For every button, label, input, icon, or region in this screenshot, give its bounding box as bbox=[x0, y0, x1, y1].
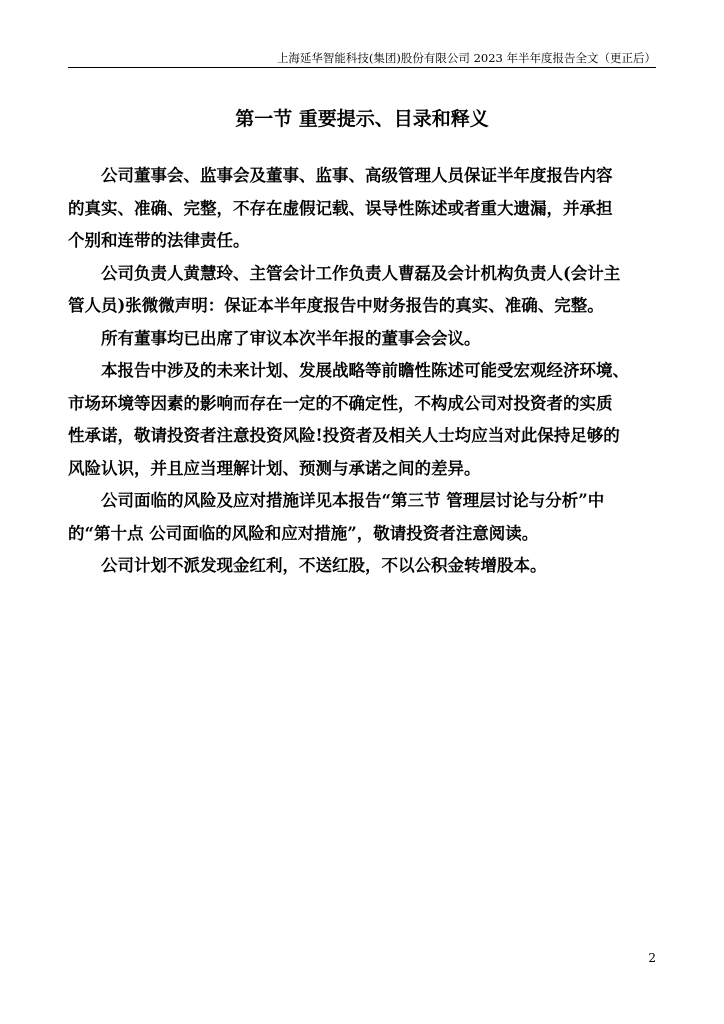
paragraph-line: 所有董事均已出席了审议本次半年报的董事会会议。 bbox=[101, 328, 481, 348]
paragraph-dividend-plan bbox=[68, 550, 658, 583]
paragraph-line: 市场环境等因素的影响而存在一定的不确定性，不构成公司对投资者的实质 bbox=[68, 393, 613, 413]
paragraph-forward-looking bbox=[68, 355, 658, 485]
paragraph-line: 的真实、准确、完整，不存在虚假记载、误导性陈述或者重大遗漏，并承担 bbox=[68, 198, 613, 218]
paragraph-line: 本报告中涉及的未来计划、发展战略等前瞻性陈述可能受宏观经济环境、 bbox=[101, 361, 629, 380]
paragraph-declaration bbox=[68, 258, 658, 323]
paragraph-line: 公司计划不派发现金红利，不送红股，不以公积金转增股本。 bbox=[101, 556, 547, 575]
paragraph-line: 公司面临的风险及应对措施详见本报告“第三节 管理层讨论与分析”中 bbox=[101, 491, 605, 510]
paragraph-line: 公司负责人黄慧玲、主管会计工作负责人曹磊及会计机构负责人(会计主 bbox=[101, 263, 621, 283]
paragraph-line: 公司董事会、监事会及董事、监事、高级管理人员保证半年度报告内容 bbox=[101, 166, 613, 185]
paragraph-line: 个别和连带的法律责任。 bbox=[68, 231, 250, 250]
paragraph-line: 的“第十点 公司面临的风险和应对措施”，敬请投资者注意阅读。 bbox=[68, 523, 539, 543]
running-header: 上海延华智能科技(集团)股份有限公司 2023 年半年度报告全文（更正后） bbox=[276, 51, 656, 65]
paragraph-line: 性承诺，敬请投资者注意投资风险!投资者及相关人士均应当对此保持足够的 bbox=[68, 426, 620, 445]
header-divider bbox=[68, 67, 656, 68]
paragraph-line: 风险认识，并且应当理解计划、预测与承诺之间的差异。 bbox=[68, 458, 481, 478]
document-body bbox=[68, 160, 658, 583]
page-number: 2 bbox=[648, 951, 656, 965]
paragraph-risk-reference bbox=[68, 485, 658, 550]
section-title: 第一节 重要提示、目录和释义 bbox=[235, 108, 489, 130]
paragraph-line: 管人员)张微微声明：保证本半年度报告中财务报告的真实、准确、完整。 bbox=[68, 296, 604, 315]
paragraph-responsibility bbox=[68, 160, 658, 258]
paragraph-board-attendance bbox=[68, 323, 658, 356]
